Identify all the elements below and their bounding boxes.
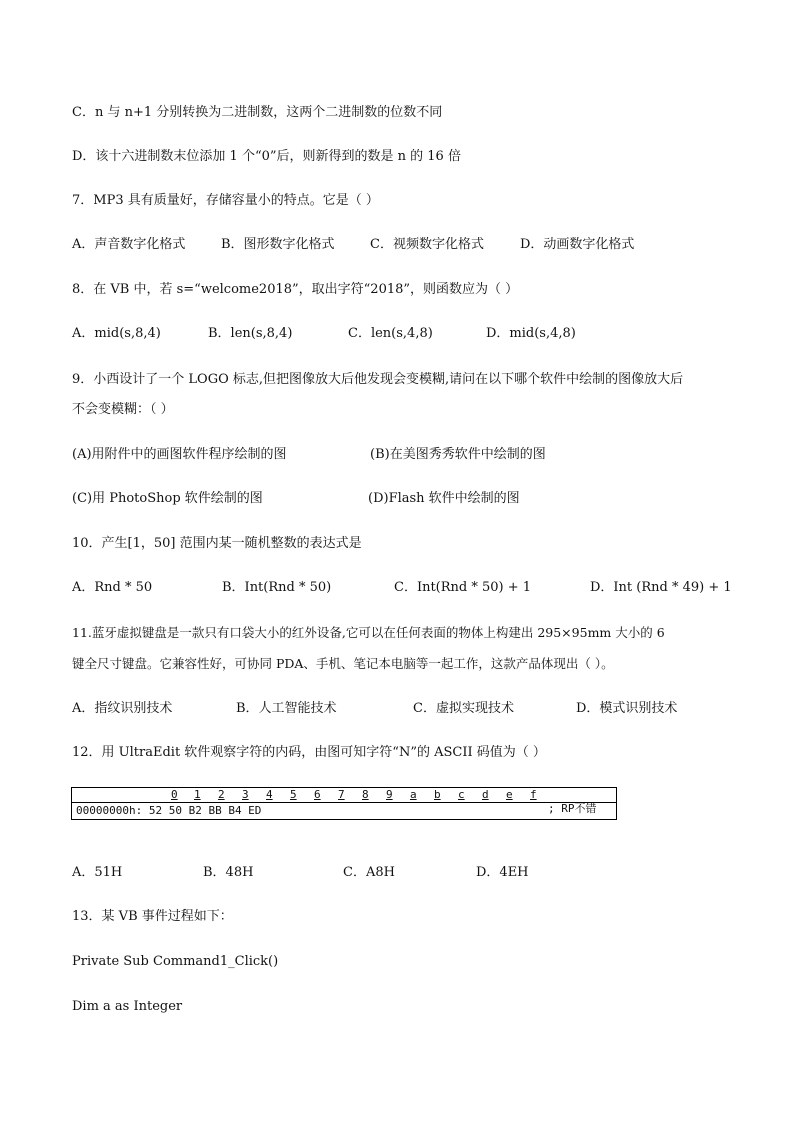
q9-option-c: (C)用 PhotoShop 软件绘制的图 bbox=[72, 491, 263, 506]
q6-option-d: D．该十六进制数末位添加 1 个“0”后，则新得到的数是 n 的 16 倍 bbox=[72, 149, 461, 164]
q9-stem-line2: 不会变模糊：（ ） bbox=[72, 402, 174, 417]
q9-option-b: (B)在美图秀秀软件中绘制的图 bbox=[370, 447, 546, 462]
q13-stem: 13．某 VB 事件过程如下： bbox=[72, 909, 233, 924]
q10-stem: 10．产生[1，50] 范围内某一随机整数的表达式是 bbox=[72, 536, 362, 551]
q8-stem: 8．在 VB 中，若 s=“welcome2018”，取出字符“2018”，则函数应为（ ） bbox=[72, 282, 519, 297]
q11-option-d: D．模式识别技术 bbox=[576, 701, 678, 716]
q10-option-c: C．Int(Rnd * 50) + 1 bbox=[394, 580, 532, 595]
hex-col-f: f bbox=[530, 788, 537, 801]
hex-text-column: ; RP不错 bbox=[548, 802, 597, 815]
hex-col-7: 7 bbox=[338, 788, 345, 801]
q12-option-a: A．51H bbox=[72, 865, 123, 880]
hex-col-2: 2 bbox=[218, 788, 225, 801]
q12-option-c: C．A8H bbox=[343, 865, 395, 880]
hex-col-0: 0 bbox=[171, 788, 178, 801]
q7-option-a: A．声音数字化格式 bbox=[72, 237, 186, 252]
q9-option-a: (A)用附件中的画图软件程序绘制的图 bbox=[72, 447, 287, 462]
hex-col-d: d bbox=[482, 788, 489, 801]
hex-col-b: b bbox=[434, 788, 441, 801]
q12-stem: 12．用 UltraEdit 软件观察字符的内码，由图可知字符“N”的 ASCII 码值为（ ） bbox=[72, 745, 546, 760]
q7-stem: 7．MP3 具有质量好，存储容量小的特点。它是（ ） bbox=[72, 193, 379, 208]
q12-option-b: B．48H bbox=[203, 865, 254, 880]
q7-option-d: D．动画数字化格式 bbox=[520, 237, 635, 252]
q11-stem-line2: 键全尺寸键盘。它兼容性好，可协同 PDA、手机、笔记本电脑等一起工作，这款产品体现出（ ）。 bbox=[72, 656, 614, 671]
hex-col-a: a bbox=[410, 788, 417, 801]
hex-col-6: 6 bbox=[314, 788, 321, 801]
hex-col-1: 1 bbox=[194, 788, 201, 801]
q8-option-b: B．len(s,8,4) bbox=[208, 326, 293, 341]
hex-col-8: 8 bbox=[362, 788, 369, 801]
q13-code-line2: Dim a as Integer bbox=[72, 999, 183, 1014]
q12-option-d: D．4EH bbox=[476, 865, 529, 880]
hex-col-e: e bbox=[506, 788, 513, 801]
q13-code-line1: Private Sub Command1_Click() bbox=[72, 954, 279, 969]
q9-stem-line1: 9．小西设计了一个 LOGO 标志,但把图像放大后他发现会变模糊,请问在以下哪个软件中绘制的图像放大后 bbox=[72, 372, 684, 387]
q11-stem-line1: 11.蓝牙虚拟键盘是一款只有口袋大小的红外设备,它可以在任何表面的物体上构建出 295×95mm 大小的 6 bbox=[72, 625, 665, 640]
hex-col-3: 3 bbox=[242, 788, 249, 801]
q11-option-c: C．虚拟实现技术 bbox=[413, 701, 514, 716]
q8-option-d: D．mid(s,4,8) bbox=[486, 326, 576, 341]
q7-option-c: C．视频数字化格式 bbox=[370, 237, 484, 252]
hex-col-9: 9 bbox=[386, 788, 393, 801]
hex-col-5: 5 bbox=[290, 788, 297, 801]
q8-option-c: C．len(s,4,8) bbox=[348, 326, 433, 341]
q11-option-b: B．人工智能技术 bbox=[236, 701, 337, 716]
q6-option-c: C．n 与 n+1 分别转换为二进制数，这两个二进制数的位数不同 bbox=[72, 105, 443, 120]
q10-option-a: A．Rnd * 50 bbox=[72, 580, 153, 595]
q10-option-b: B．Int(Rnd * 50) bbox=[222, 580, 332, 595]
q8-option-a: A．mid(s,8,4) bbox=[72, 326, 161, 341]
hex-data-row: 00000000h: 52 50 B2 BB B4 ED bbox=[76, 804, 262, 817]
q7-option-b: B．图形数字化格式 bbox=[221, 237, 335, 252]
hex-col-4: 4 bbox=[266, 788, 273, 801]
hex-column-header bbox=[72, 788, 616, 803]
q11-option-a: A．指纹识别技术 bbox=[72, 701, 173, 716]
hex-col-c: c bbox=[458, 788, 465, 801]
hex-editor-view bbox=[71, 787, 617, 820]
q10-option-d: D．Int (Rnd * 49) + 1 bbox=[590, 580, 732, 595]
q9-option-d: (D)Flash 软件中绘制的图 bbox=[368, 491, 520, 506]
